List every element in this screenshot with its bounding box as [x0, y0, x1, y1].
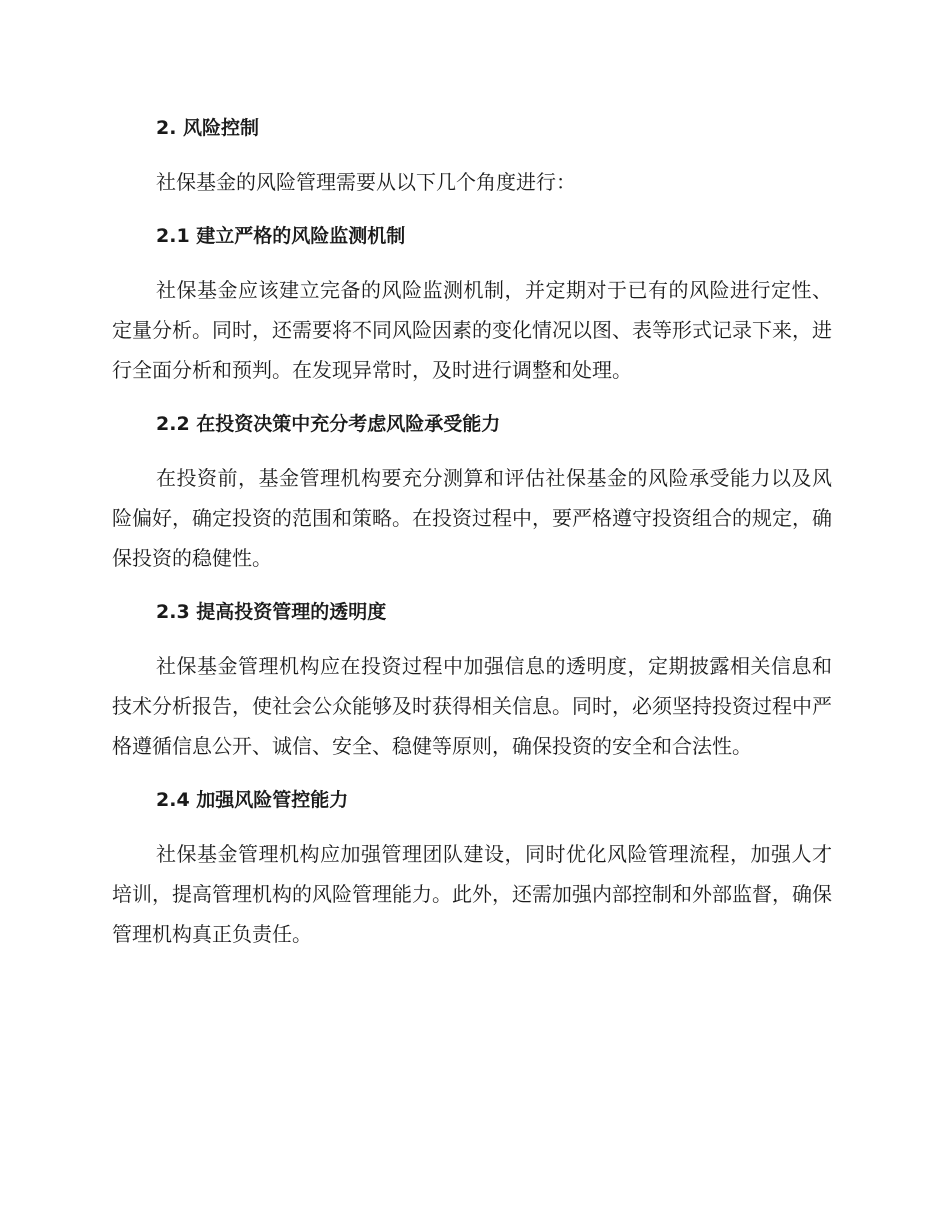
subsection-body-2-2: 在投资前，基金管理机构要充分测算和评估社保基金的风险承受能力以及风险偏好，确定投资的范围和策略。在投资过程中，要严格遵守投资组合的规定，确保投资的稳健性。 — [112, 466, 832, 570]
subsection-heading-2-3: 2.3 提高投资管理的透明度 — [156, 601, 387, 623]
subsection-heading-2-1: 2.1 建立严格的风险监测机制 — [156, 225, 406, 247]
subsection-body-2-1: 社保基金应该建立完备的风险监测机制，并定期对于已有的风险进行定性、定量分析。同时，还需要将不同风险因素的变化情况以图、表等形式记录下来，进行全面分析和预判。在发现异常时，及时进行调整和处理。 — [112, 278, 832, 382]
section-intro: 社保基金的风险管理需要从以下几个角度进行： — [156, 170, 576, 194]
subsection-heading-2-2: 2.2 在投资决策中充分考虑风险承受能力 — [156, 413, 501, 435]
subsection-body-2-4: 社保基金管理机构应加强管理团队建设，同时优化风险管理流程，加强人才培训，提高管理机构的风险管理能力。此外，还需加强内部控制和外部监督，确保管理机构真正负责任。 — [112, 842, 832, 946]
subsection-heading-2-4: 2.4 加强风险管控能力 — [156, 789, 349, 811]
section-heading: 2. 风险控制 — [156, 117, 260, 139]
subsection-body-2-3: 社保基金管理机构应在投资过程中加强信息的透明度，定期披露相关信息和技术分析报告，使社会公众能够及时获得相关信息。同时，必须坚持投资过程中严格遵循信息公开、诚信、安全、稳健等原则，确保投资的安全和合法性。 — [112, 654, 832, 758]
document-page — [112, 108, 832, 968]
